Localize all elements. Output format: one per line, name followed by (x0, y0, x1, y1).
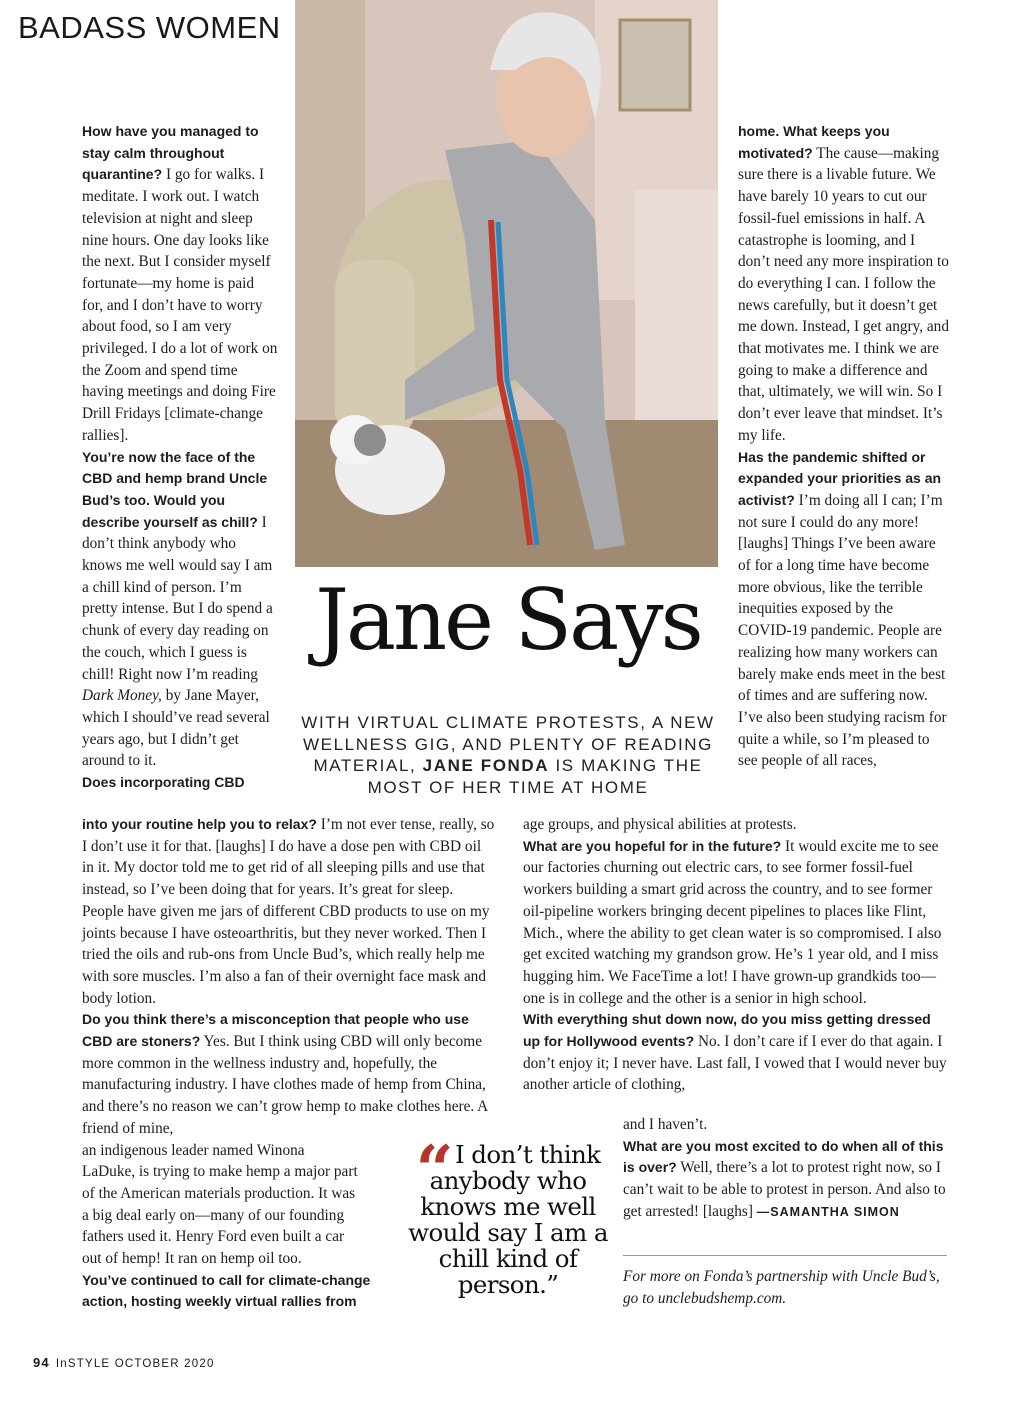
left-column (82, 121, 278, 794)
question: What are you most excited to do when all of this is over? (623, 1137, 944, 1176)
right-continuation (623, 1114, 947, 1224)
answer: I’m not ever tense, really, so I don’t use it for that. [laughs] I do have a dose pen with CBD oil in it. My doctor told me to get rid of all sleeping pills and use that instead, so I’ve been doing that for years. It’s great for sleep. People have given me jars of different CBD products to use on my joints because I have osteoarthritis, but they never worked. Then I tried the oils and rub-ons from Uncle Bud’s, which really help me with sore muscles. I’m also a fan of their overnight face mask and body lotion. (82, 816, 495, 1007)
dek-name: JANE FONDA (422, 756, 550, 775)
section-title: BADASS WOMEN (18, 10, 281, 45)
book-title: Dark Money, (82, 687, 162, 705)
divider (623, 1255, 947, 1256)
question: You’re now the face of the CBD and hemp brand Uncle Bud’s too. Would you describe yourself as chill? (82, 448, 268, 530)
folio (33, 1355, 215, 1370)
answer-line: fathers used it. Henry Ford even built a car (82, 1228, 345, 1246)
answer: by Jane Mayer, which I should’ve read several years ago, but I didn’t get around to it. (82, 687, 270, 770)
answer: The cause—making sure there is a livable future. We have barely 10 years to cut our fossil-fuel emissions in half. A catastrophe is looming, and I don’t need any more inspiration to do everything I can. I follow the news carefully, but it doesn’t get me down. Instead, I get angry, and that motivates me. I think we are going to make a difference and that, ultimately, we will win. So I don’t ever leave that mindset. It’s my life. (738, 144, 949, 444)
question: Has the pandemic shifted or expanded your priorities as an activist? (738, 448, 942, 508)
question: With everything shut down now, do you miss getting dressed up for Hollywood events? (523, 1011, 931, 1050)
answer: I’m doing all I can; I’m not sure I could do any more! [laughs] Things I’ve been aware of for a long time have become more obvious, like the terrible inequities exposed by the COVID-19 pandemic. People are realizing how many workers can barely make ends meet in the best of times and are suffering now. I’ve also been studying racism for quite a while, so I’m pleased to see people of all races, (738, 491, 947, 770)
answer: age groups, and physical abilities at protests. (523, 816, 797, 833)
question: home. What keeps you motivated? (738, 123, 890, 161)
answer-line: LaDuke, is trying to make hemp a major part (82, 1163, 358, 1181)
pull-quote (408, 1131, 608, 1299)
answer: No. I don’t care if I ever do that again. I don’t enjoy it; I never have. Last fall, I vowed that I would never buy another article of clothing, (523, 1033, 947, 1094)
portrait-photo (295, 0, 718, 567)
byline: —SAMANTHA SIMON (756, 1204, 900, 1219)
answer: I go for walks. I meditate. I work out. I watch television at night and sleep nine hours. One day looks like the next. But I consider myself fortunate—my home is paid for, and I don’t have to worry about food, so I am very privileged. I do a lot of work on the Zoom and spend time having meetings and doing Fire Drill Fridays [climate-change rallies]. (82, 166, 278, 444)
magazine-name: InSTYLE (55, 1358, 111, 1370)
answer: and I haven’t. (623, 1116, 708, 1133)
answer-line: of the American materials production. It was (82, 1184, 356, 1202)
page-number: 94 (33, 1355, 50, 1370)
question: How have you managed to stay calm throughout quarantine? (82, 123, 259, 183)
question: What are you hopeful for in the future? (523, 837, 782, 854)
question: Do you think there’s a misconception that people who use CBD are stoners? (82, 1011, 469, 1050)
pull-quote-text: I don’t think anybody who knows me well would say I am a chill kind of person.” (408, 1140, 608, 1299)
dek-text-end: IS MAKING THE MOST OF HER TIME AT HOME (367, 756, 703, 797)
dek-text: WITH VIRTUAL CLIMATE PROTESTS, A NEW WELLNESS GIG, AND PLENTY OF READING MATERIAL, (301, 713, 715, 775)
answer: Yes. But I think using CBD will only become more common in the wellness industry and, hopefully, the manufacturing industry. I have clothes made of hemp from China, and there’s no reason we can’t grow hemp to make clothes here. A friend of mine, (82, 1033, 488, 1137)
answer-line: out of hemp! It ran on hemp oil too. (82, 1250, 302, 1268)
issue-date: OCTOBER 2020 (114, 1358, 215, 1370)
quote-mark-icon: “ (415, 1131, 453, 1209)
more-info: For more on Fonda’s partnership with Uncle Bud’s, go to unclebudshemp.com. (623, 1268, 940, 1307)
answer: Well, there’s a lot to protest right now, so I can’t wait to be able to protest in person. And also to get arrested! [laughs] (623, 1159, 946, 1220)
dek (300, 712, 716, 798)
question: into your routine help you to relax? (82, 816, 317, 832)
answer-line: an indigenous leader named Winona (82, 1141, 305, 1159)
headline: Jane Says (315, 571, 701, 669)
right-column (738, 121, 950, 772)
answer: I don’t think anybody who knows me well would say I am a chill kind of person. I’m pretty intense. But I do spend a chunk of every day reading on the couch, which I guess is chill! Right now I’m reading (82, 513, 273, 683)
question: Does incorporating CBD (82, 774, 245, 791)
answer-line: a big deal early on—many of our founding (82, 1206, 345, 1224)
bottom-right-column (523, 814, 949, 1096)
question: You’ve continued to call for climate-change action, hosting weekly virtual rallies from (82, 1271, 371, 1310)
answer: It would excite me to see our factories churning out electric cars, to see former fossil-fuel workers building a smart grid across the country, and to see former oil-pipeline workers bringing decent pipelines to places like Flint, Mich., where the ability to get clean water is so compromised. I also get excited watching my grandson grow. He’s 1 year old, and I miss hugging him. We FaceTime a lot! I have grown-up grandkids too—one is in college and the other is a senior in high school. (523, 837, 942, 1007)
